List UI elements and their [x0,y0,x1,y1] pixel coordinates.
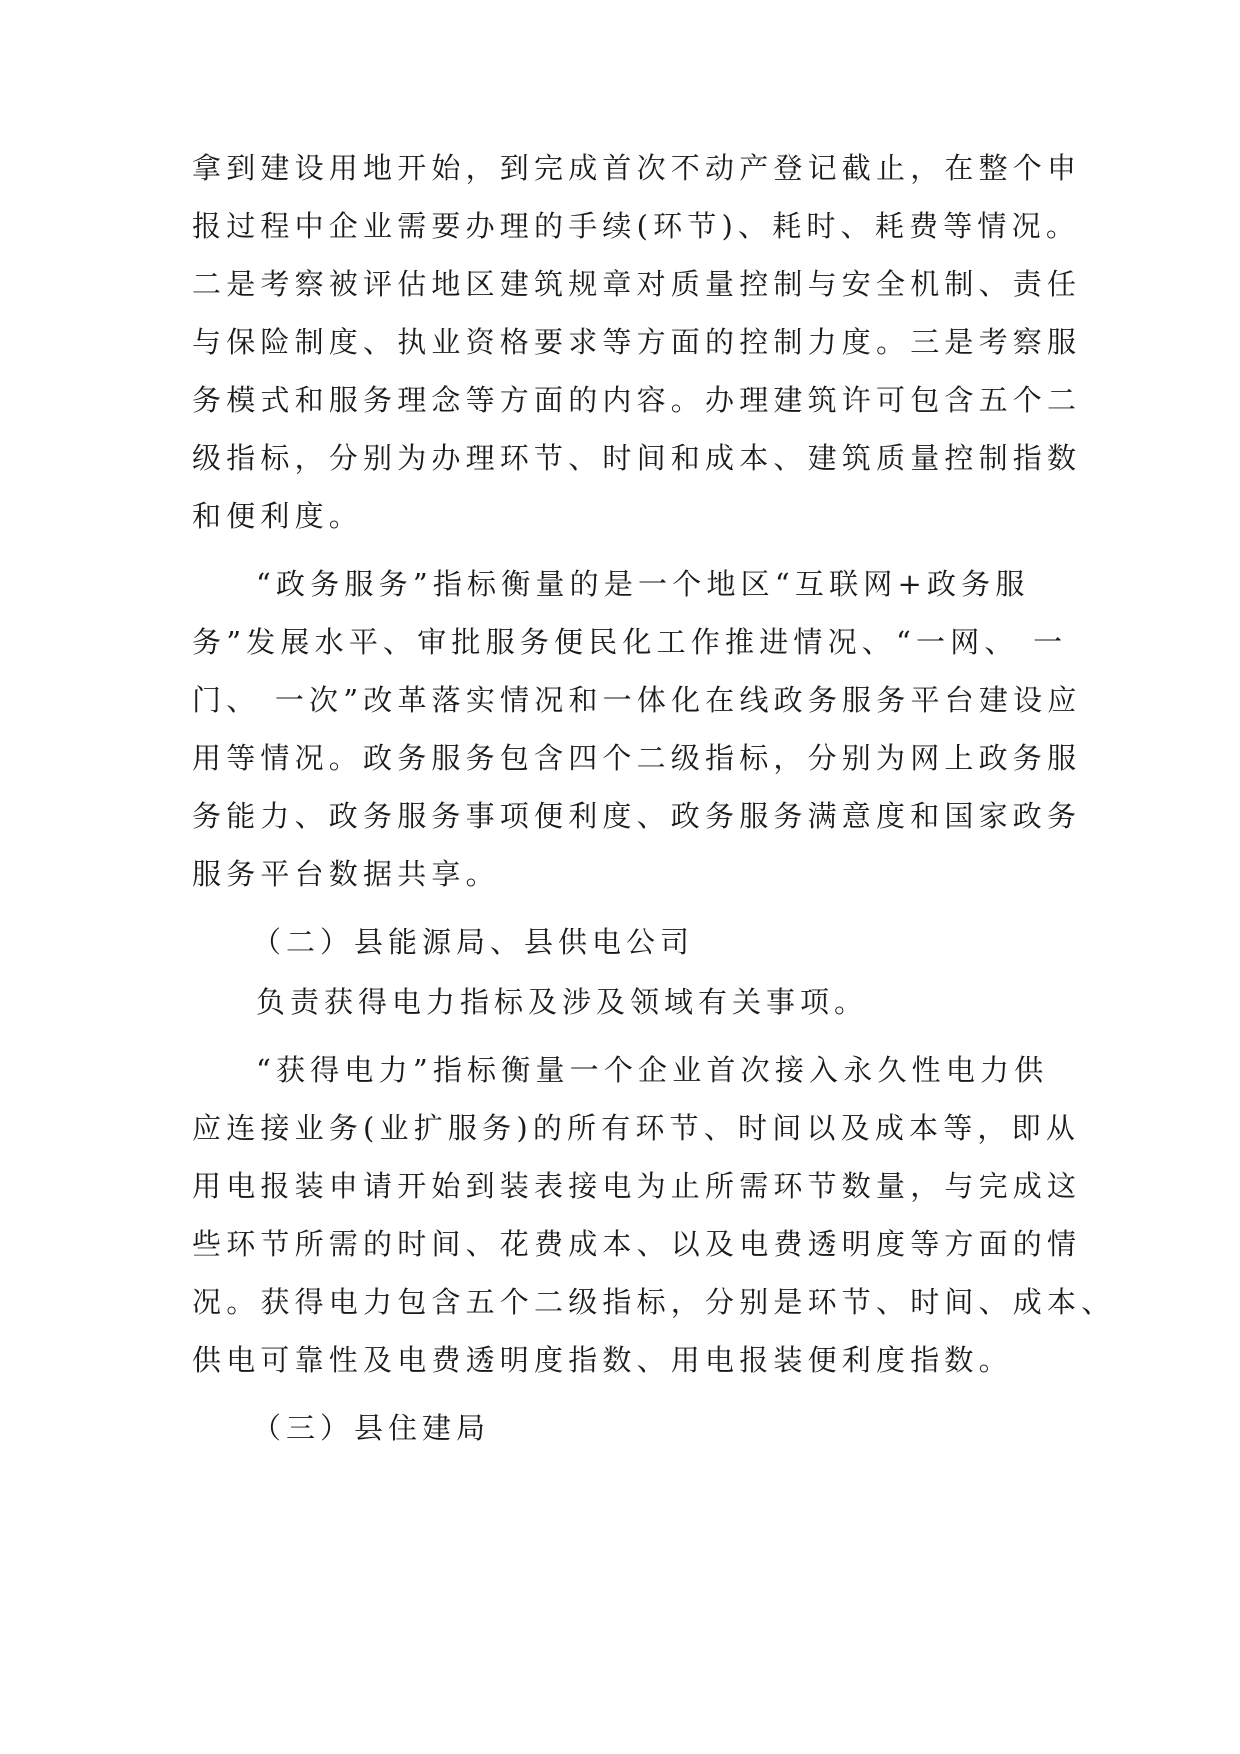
paragraph-2-line-2: 务”发展水平、审批服务便民化工作推进情况、“一网、 一 [192,625,1068,659]
section-2-heading: （二）县能源局、县供电公司 [252,925,695,959]
paragraph-1-line-3: 二是考察被评估地区建筑规章对质量控制与安全机制、责任 [192,267,1082,301]
paragraph-2-line-3: 门、 一次”改革落实情况和一体化在线政务服务平台建设应 [192,683,1082,717]
paragraph-1-line-4: 与保险制度、执业资格要求等方面的控制力度。三是考察服 [192,325,1082,359]
paragraph-3-line-5: 况。获得电力包含五个二级指标，分别是环节、时间、成本、 [192,1285,1116,1319]
paragraph-3-line-2: 应连接业务(业扩服务)的所有环节、时间以及成本等，即从 [192,1111,1081,1145]
paragraph-2-line-6: 服务平台数据共享。 [192,857,500,891]
paragraph-3-line-6: 供电可靠性及电费透明度指数、用电报装便利度指数。 [192,1343,1013,1377]
paragraph-2-line-4: 用等情况。政务服务包含四个二级指标，分别为网上政务服 [192,741,1082,775]
section-2-duty: 负责获得电力指标及涉及领域有关事项。 [256,985,869,1019]
paragraph-3-line-3: 用电报装申请开始到装表接电为止所需环节数量，与完成这 [192,1169,1082,1203]
paragraph-1-line-5: 务模式和服务理念等方面的内容。办理建筑许可包含五个二 [192,383,1082,417]
paragraph-3-line-1: “获得电力”指标衡量一个企业首次接入永久性电力供 [256,1053,1049,1087]
paragraph-1-line-2: 报过程中企业需要办理的手续(环节)、耗时、耗费等情况。 [192,209,1081,243]
paragraph-2-line-5: 务能力、政务服务事项便利度、政务服务满意度和国家政务 [192,799,1082,833]
section-3-heading: （三）县住建局 [252,1411,491,1445]
paragraph-1-line-1: 拿到建设用地开始，到完成首次不动产登记截止，在整个申 [192,151,1082,185]
paragraph-1-line-6: 级指标，分别为办理环节、时间和成本、建筑质量控制指数 [192,441,1082,475]
paragraph-3-line-4: 些环节所需的时间、花费成本、以及电费透明度等方面的情 [192,1227,1082,1261]
paragraph-2-line-1: “政务服务”指标衡量的是一个地区“互联网+政务服 [256,567,1030,601]
paragraph-1-line-7: 和便利度。 [192,499,364,533]
